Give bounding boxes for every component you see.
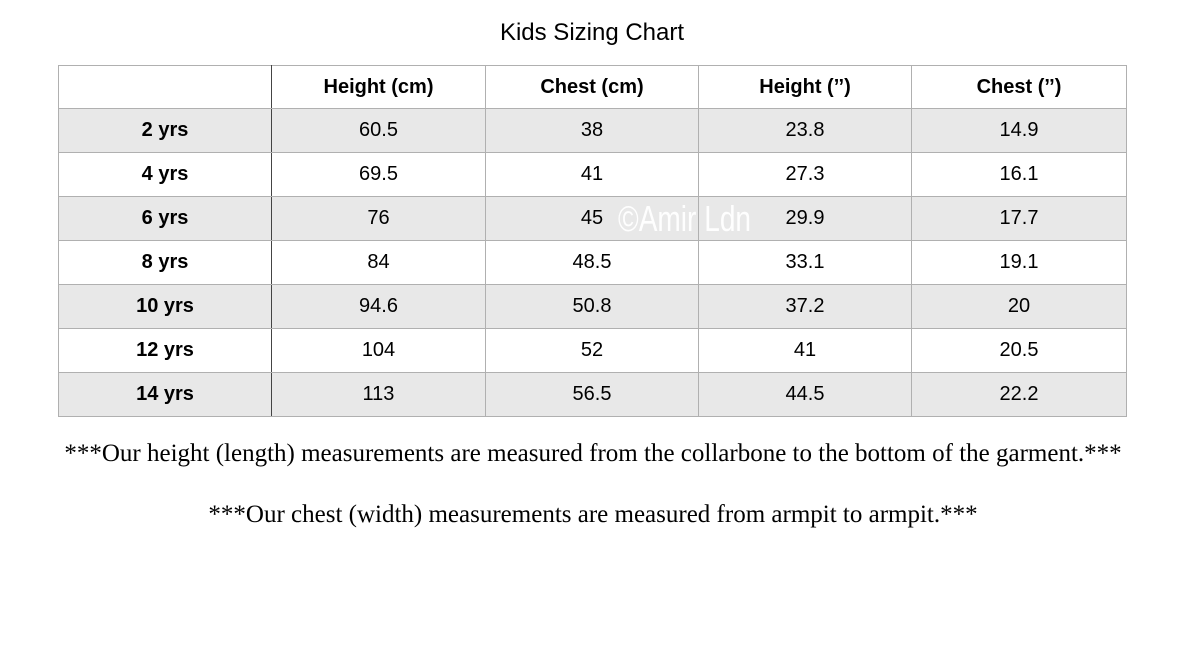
cell-chest-in: 20.5 <box>912 329 1127 373</box>
cell-height-cm: 113 <box>272 373 486 417</box>
table-row <box>59 329 1127 373</box>
chest-measurement-note: ***Our chest (width) measurements are measured from armpit to armpit.*** <box>208 501 978 528</box>
cell-chest-in: 14.9 <box>912 109 1127 153</box>
cell-height-in: 29.9 <box>699 197 912 241</box>
row-label: 6 yrs <box>59 197 272 241</box>
chart-title: Kids Sizing Chart <box>499 19 685 46</box>
row-label: 12 yrs <box>59 329 272 373</box>
row-label: 2 yrs <box>59 109 272 153</box>
cell-height-cm: 76 <box>272 197 486 241</box>
table-row <box>59 373 1127 417</box>
cell-chest-cm: 52 <box>486 329 699 373</box>
cell-chest-cm: 56.5 <box>486 373 699 417</box>
cell-height-in: 44.5 <box>699 373 912 417</box>
cell-height-in: 23.8 <box>699 109 912 153</box>
height-measurement-note: ***Our height (length) measurements are measured from the collarbone to the bottom of the garment.*** <box>64 440 1122 467</box>
cell-chest-in: 16.1 <box>912 153 1127 197</box>
header-height-in: Height (’’) <box>699 66 912 109</box>
row-label: 8 yrs <box>59 241 272 285</box>
cell-chest-in: 20 <box>912 285 1127 329</box>
cell-height-in: 27.3 <box>699 153 912 197</box>
table-header-row <box>59 66 1127 109</box>
table-row <box>59 285 1127 329</box>
row-label: 14 yrs <box>59 373 272 417</box>
cell-height-cm: 60.5 <box>272 109 486 153</box>
row-label: 4 yrs <box>59 153 272 197</box>
table-row <box>59 241 1127 285</box>
cell-height-cm: 69.5 <box>272 153 486 197</box>
cell-height-in: 41 <box>699 329 912 373</box>
cell-height-cm: 84 <box>272 241 486 285</box>
cell-chest-cm: 48.5 <box>486 241 699 285</box>
sizing-table <box>58 65 1127 417</box>
cell-height-in: 33.1 <box>699 241 912 285</box>
cell-chest-cm: 50.8 <box>486 285 699 329</box>
cell-height-cm: 104 <box>272 329 486 373</box>
cell-height-cm: 94.6 <box>272 285 486 329</box>
header-chest-cm: Chest (cm) <box>486 66 699 109</box>
table-row <box>59 197 1127 241</box>
table-row <box>59 109 1127 153</box>
table-row <box>59 153 1127 197</box>
row-label: 10 yrs <box>59 285 272 329</box>
cell-chest-in: 17.7 <box>912 197 1127 241</box>
cell-chest-in: 22.2 <box>912 373 1127 417</box>
header-height-cm: Height (cm) <box>272 66 486 109</box>
header-chest-in: Chest (’’) <box>912 66 1127 109</box>
cell-chest-cm: 41 <box>486 153 699 197</box>
watermark: ©Amir Ldn <box>618 198 752 239</box>
cell-chest-in: 19.1 <box>912 241 1127 285</box>
cell-height-in: 37.2 <box>699 285 912 329</box>
header-corner-cell <box>59 66 272 109</box>
cell-chest-cm: 38 <box>486 109 699 153</box>
cell-chest-cm: 45 <box>486 197 699 241</box>
